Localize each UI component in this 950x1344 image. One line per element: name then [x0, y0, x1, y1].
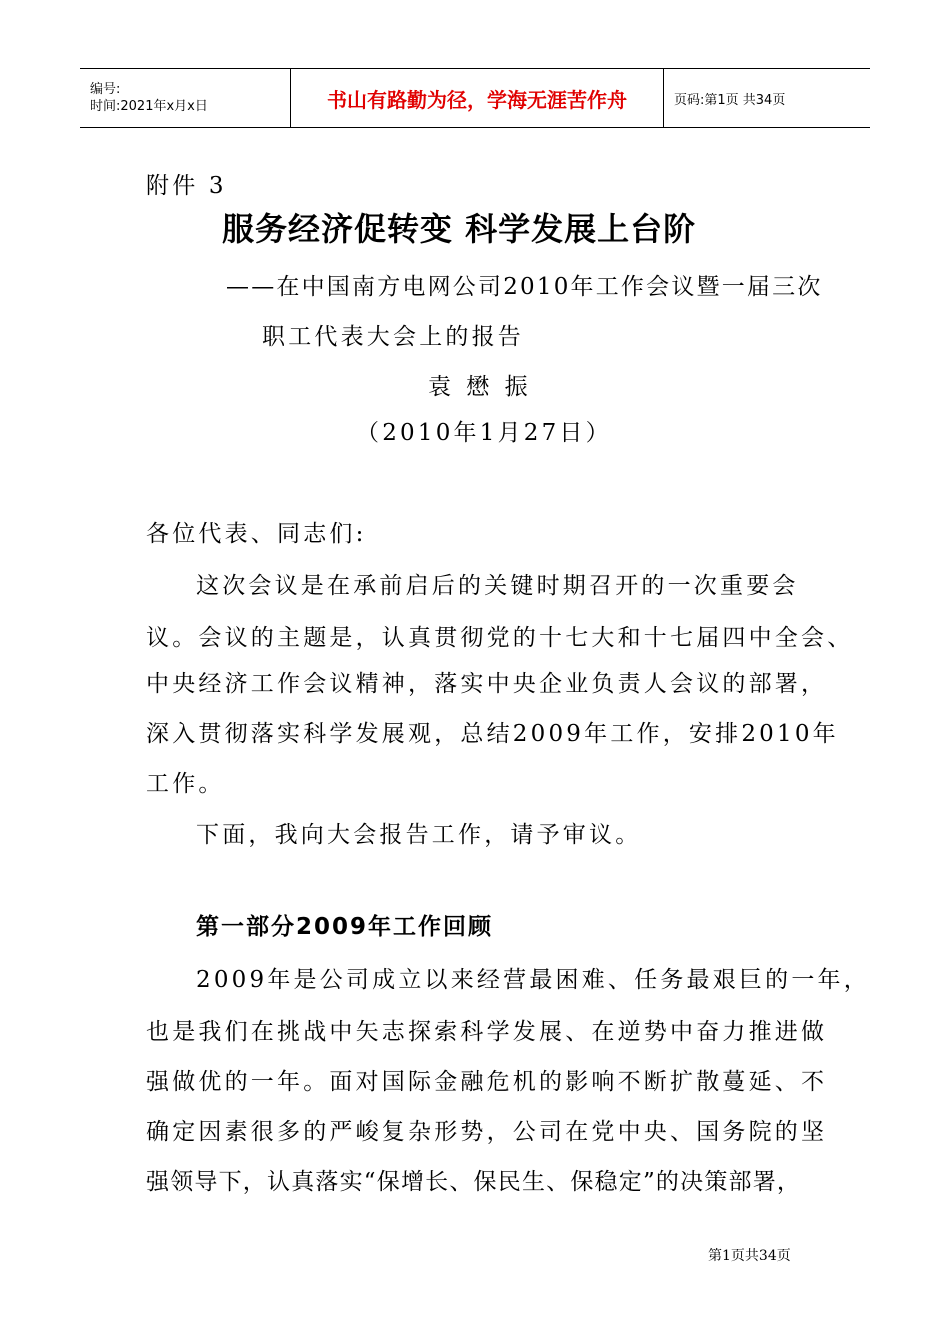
paragraph-line: 中央经济工作会议精神，落实中央企业负责人会议的部署，: [146, 671, 828, 697]
page-title: 服务经济促转变 科学发展上台阶: [222, 210, 697, 248]
paragraph-line: 下面，我向大会报告工作，请予审议。: [196, 822, 642, 848]
paragraph-line: 强领导下，认真落实“保增长、保民生、保稳定”的决策部署，: [146, 1169, 802, 1195]
section-heading: 第一部分2009年工作回顾: [196, 914, 494, 940]
paragraph-line: 议。会议的主题是，认真贯彻党的十七大和十七届四中全会、: [146, 625, 854, 651]
number-label: 编号:: [90, 82, 121, 97]
attachment-label: 附件 3: [146, 173, 227, 199]
document-header: [80, 68, 870, 128]
subtitle-line-2: 职工代表大会上的报告: [262, 324, 524, 350]
paragraph-line: 这次会议是在承前启后的关键时期召开的一次重要会: [196, 573, 799, 599]
footer-page-number: 第1页共34页: [708, 1248, 791, 1264]
paragraph-line: 也是我们在挑战中矢志探索科学发展、在逆势中奋力推进做: [146, 1019, 828, 1045]
salutation: 各位代表、同志们:: [146, 521, 367, 547]
header-left-cell: [80, 69, 291, 128]
header-page-info: 页码:第1页 共34页: [664, 69, 871, 128]
paragraph-line: 确定因素很多的严峻复杂形势，公司在党中央、国务院的坚: [146, 1119, 828, 1145]
report-date: （2010年1月27日）: [356, 420, 612, 446]
author: 袁 懋 振: [428, 374, 532, 400]
time-line: 时间:2021年x月x日: [90, 99, 208, 114]
paragraph-line: 深入贯彻落实科学发展观，总结2009年工作，安排2010年: [146, 721, 839, 747]
paragraph-line: 2009年是公司成立以来经营最困难、任务最艰巨的一年，: [196, 967, 870, 993]
paragraph-line: 强做优的一年。面对国际金融危机的影响不断扩散蔓延、不: [146, 1069, 828, 1095]
subtitle-line-1: ——在中国南方电网公司2010年工作会议暨一届三次: [226, 274, 823, 300]
header-motto: 书山有路勤为径，学海无涯苦作舟: [291, 69, 664, 128]
paragraph-line: 工作。: [146, 771, 225, 797]
